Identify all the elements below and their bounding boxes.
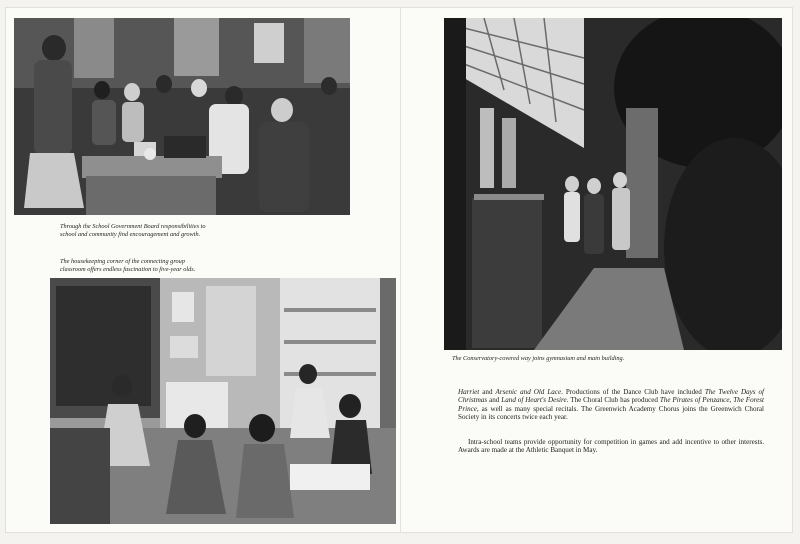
caption-line: school and community find encouragement and growth.: [60, 231, 201, 238]
body-text-run: , as well as many special recitals. The Greenwich Academy Chorus joins the Greenwich Choral Society in its concerts twice each year.: [458, 404, 764, 421]
photo-classroom-image: [50, 278, 396, 524]
paragraph-productions: [458, 388, 764, 421]
photo-board-meeting-image: [14, 18, 350, 215]
play-title: The Forest Prince: [458, 396, 765, 413]
body-text-run: . Productions of the Dance Club have included: [561, 388, 705, 396]
play-title: Land of Heart's Desire: [501, 396, 567, 405]
caption-school-government-board: [60, 223, 360, 239]
photo-conservatory-covered-way: [444, 18, 782, 350]
caption-line: The housekeeping corner of the connecting group: [60, 258, 185, 265]
play-title: Arsenic and Old Lace: [495, 388, 562, 396]
photo-housekeeping-corner: [50, 278, 396, 524]
body-text-run: . The Choral Club has produced: [566, 396, 660, 405]
body-text-run: and: [487, 396, 502, 405]
body-text-run: ,: [729, 396, 734, 405]
caption-conservatory: [452, 355, 782, 363]
paragraph-intra-school-teams: Intra-school teams provide opportunity for competition in games and add incentive to other interests. Awards are made at the Athletic Banquet in May.: [458, 438, 764, 455]
photo-conservatory-image: [444, 18, 782, 350]
caption-line: classroom offers endless fascination to five-year olds.: [60, 266, 196, 273]
caption-housekeeping-corner: [60, 258, 360, 274]
play-title: Harriet: [458, 388, 480, 396]
caption-line: The Conservatory-covered way joins gymnasium and main building.: [452, 355, 625, 362]
play-title: The Pirates of Penzance: [659, 396, 730, 405]
body-text-run: and: [479, 388, 496, 396]
play-title: The Twelve Days of Christmas: [458, 388, 765, 405]
photo-school-government-board: [14, 18, 350, 215]
caption-line: Through the School Government Board responsibilities to: [60, 223, 206, 230]
page-gutter: [400, 8, 401, 532]
